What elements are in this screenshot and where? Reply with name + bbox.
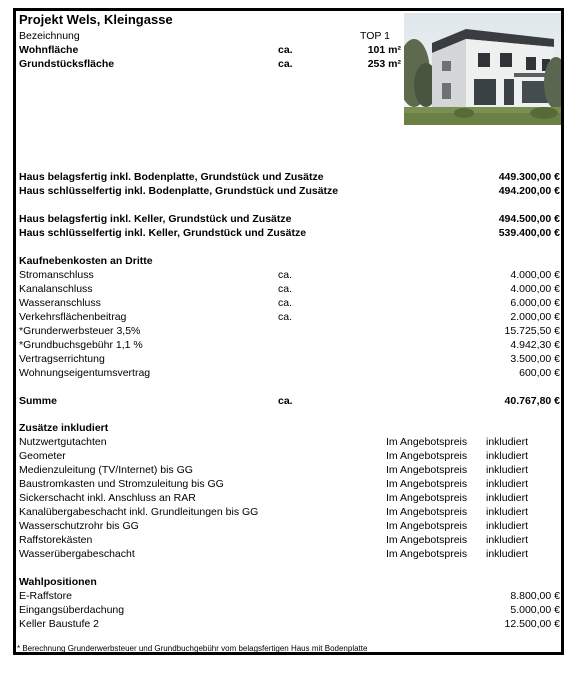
price-value-1: 449.300,00 € [498, 171, 560, 183]
nebenkosten-label: Stromanschluss [19, 269, 94, 281]
wahlposition-label: Keller Baustufe 2 [19, 618, 99, 630]
price-label-3: Haus belagsfertig inkl. Keller, Grundstück und Zusätze [19, 213, 292, 225]
zusatz-label: Raffstorekästen [19, 534, 93, 546]
zusatz-status: inkludiert [486, 520, 529, 532]
nebenkosten-value: 15.725,50 € [504, 325, 560, 337]
zusatz-label: Nutzwertgutachten [19, 436, 107, 448]
price-label-4: Haus schlüsselfertig inkl. Keller, Grundstück und Zusätze [19, 227, 307, 239]
nebenkosten-label: Verkehrsflächenbeitrag [19, 311, 127, 323]
nebenkosten-value: 4.942,30 € [510, 339, 560, 351]
zusatz-note: Im Angebotspreis [386, 506, 468, 518]
zusatz-label: Baustromkasten und Stromzuleitung bis GG [19, 478, 224, 490]
zusatz-status: inkludiert [486, 506, 529, 518]
grundstuecksflaeche-label: Grundstücksfläche [19, 58, 115, 70]
summe-value: 40.767,80 € [504, 395, 560, 407]
grundstuecksflaeche-qualifier: ca. [278, 58, 293, 70]
nebenkosten-value: 600,00 € [519, 367, 560, 379]
zusatz-note: Im Angebotspreis [386, 450, 468, 462]
summe-label: Summe [19, 395, 57, 407]
nebenkosten-label: Wasseranschluss [19, 297, 101, 309]
wahlposition-value: 5.000,00 € [510, 604, 560, 616]
nebenkosten-heading: Kaufnebenkosten an Dritte [19, 255, 153, 267]
zusatz-label: Sickerschacht inkl. Anschluss an RAR [19, 492, 196, 504]
nebenkosten-label: Wohnungseigentumsvertrag [19, 367, 151, 379]
wahlpositionen-heading: Wahlpositionen [19, 576, 97, 588]
zusatz-status: inkludiert [486, 464, 529, 476]
zusatz-status: inkludiert [486, 548, 529, 560]
zusatz-status: inkludiert [486, 450, 529, 462]
nebenkosten-qualifier: ca. [278, 269, 293, 281]
nebenkosten-label: *Grunderwerbsteuer 3,5% [19, 325, 141, 337]
nebenkosten-value: 6.000,00 € [510, 297, 560, 309]
summe-qualifier: ca. [278, 395, 293, 407]
price-value-2: 494.200,00 € [498, 185, 560, 197]
zusatz-status: inkludiert [486, 492, 529, 504]
nebenkosten-value: 3.500,00 € [510, 353, 560, 365]
bezeichnung-label: Bezeichnung [19, 30, 80, 42]
price-value-3: 494.500,00 € [498, 213, 560, 225]
wahlposition-value: 8.800,00 € [510, 590, 560, 602]
zusatz-note: Im Angebotspreis [386, 520, 468, 532]
zusatz-note: Im Angebotspreis [386, 548, 468, 560]
price-value-4: 539.400,00 € [498, 227, 560, 239]
price-sheet [13, 8, 564, 655]
nebenkosten-qualifier: ca. [278, 297, 293, 309]
wohnflaeche-label: Wohnfläche [19, 44, 79, 56]
wahlposition-label: Eingangsüberdachung [19, 604, 125, 616]
nebenkosten-label: Kanalanschluss [19, 283, 93, 295]
zusatz-label: Kanalübergabeschacht inkl. Grundleitungen bis GG [19, 506, 259, 518]
zusatz-note: Im Angebotspreis [386, 534, 468, 546]
price-label-1: Haus belagsfertig inkl. Bodenplatte, Grundstück und Zusätze [19, 171, 324, 183]
zusatz-status: inkludiert [486, 478, 529, 490]
price-label-2: Haus schlüsselfertig inkl. Bodenplatte, Grundstück und Zusätze [19, 185, 339, 197]
wohnflaeche-value: 101 m² [367, 44, 401, 56]
nebenkosten-value: 4.000,00 € [510, 283, 560, 295]
nebenkosten-value: 4.000,00 € [510, 269, 560, 281]
nebenkosten-qualifier: ca. [278, 283, 293, 295]
zusaetze-heading: Zusätze inkludiert [19, 422, 109, 434]
zusatz-note: Im Angebotspreis [386, 478, 468, 490]
project-title: Projekt Wels, Kleingasse [19, 12, 173, 27]
wohnflaeche-qualifier: ca. [278, 44, 293, 56]
zusatz-status: inkludiert [486, 436, 529, 448]
zusatz-label: Medienzuleitung (TV/Internet) bis GG [19, 464, 193, 476]
zusatz-note: Im Angebotspreis [386, 464, 468, 476]
house-photo [404, 13, 564, 125]
zusatz-note: Im Angebotspreis [386, 492, 468, 504]
footnote: * Berechnung Grunderwerbsteuer und Grundbuchgebühr vom belagsfertigen Haus mit Bodenplatte [17, 644, 368, 653]
nebenkosten-value: 2.000,00 € [510, 311, 560, 323]
nebenkosten-label: *Grundbuchsgebühr 1,1 % [19, 339, 143, 351]
zusatz-note: Im Angebotspreis [386, 436, 468, 448]
wahlposition-value: 12.500,00 € [504, 618, 560, 630]
nebenkosten-qualifier: ca. [278, 311, 293, 323]
nebenkosten-label: Vertragserrichtung [19, 353, 105, 365]
zusatz-label: Wasserschutzrohr bis GG [19, 520, 139, 532]
bezeichnung-value: TOP 1 [360, 30, 390, 42]
zusatz-label: Wasserübergabeschacht [19, 548, 135, 560]
zusatz-status: inkludiert [486, 534, 529, 546]
zusatz-label: Geometer [19, 450, 66, 462]
grundstuecksflaeche-value: 253 m² [367, 58, 401, 70]
wahlposition-label: E-Raffstore [19, 590, 72, 602]
